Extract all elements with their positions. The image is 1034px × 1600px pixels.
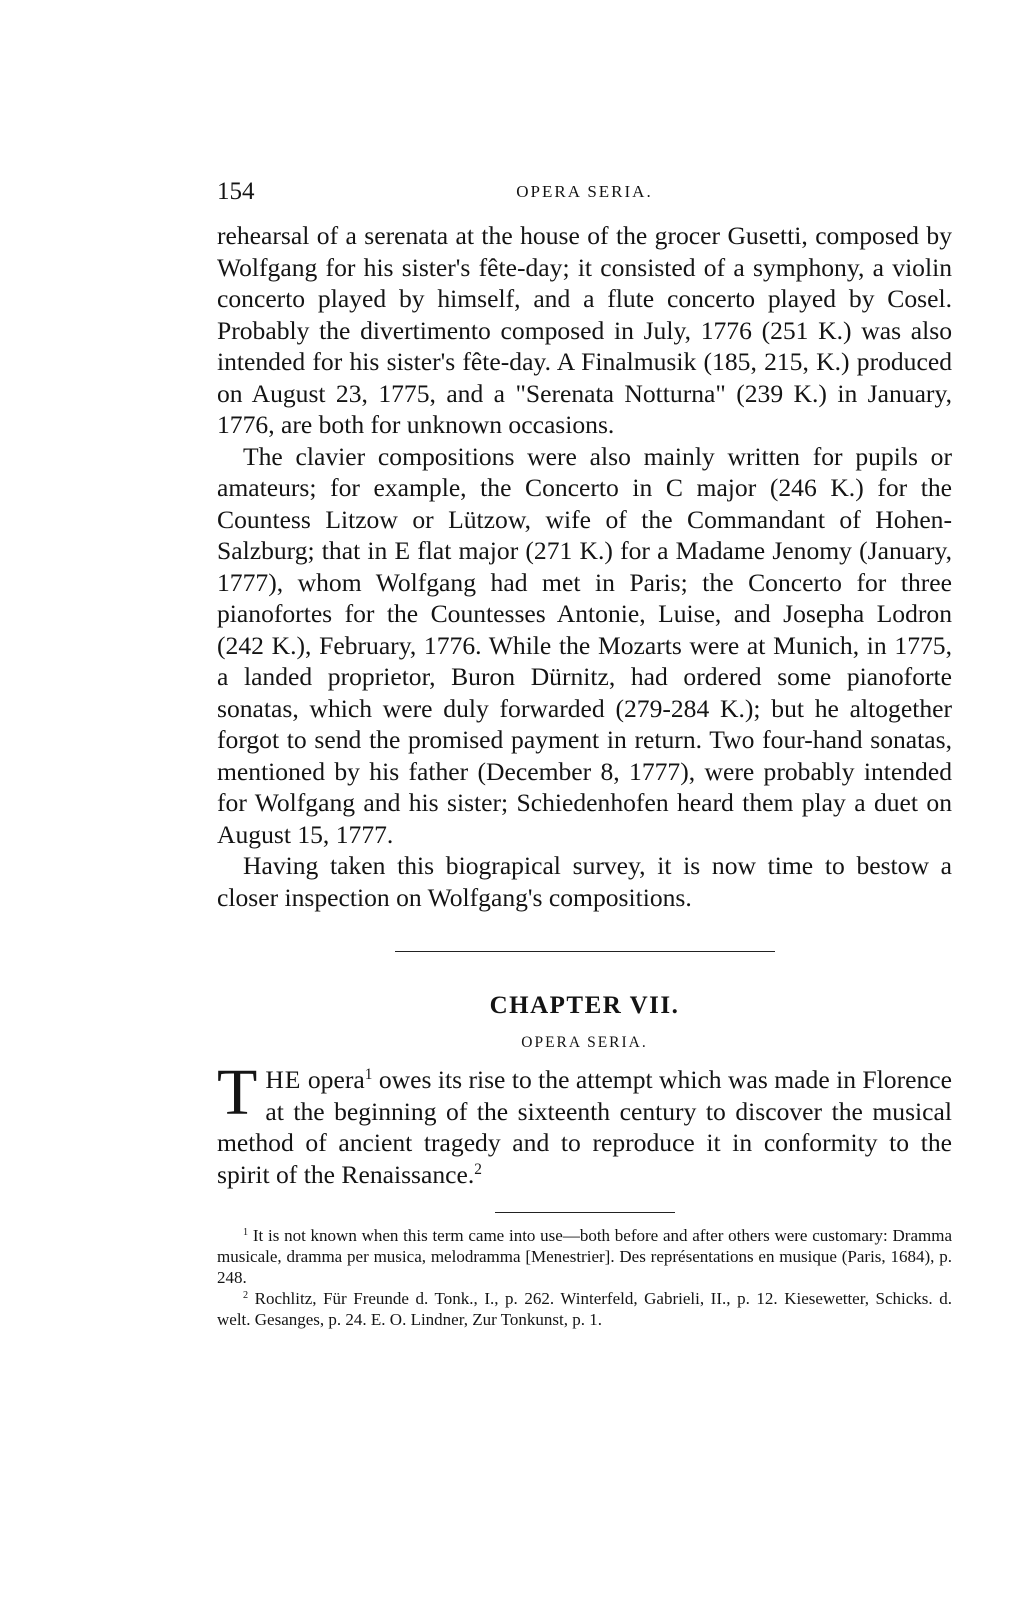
- running-head: [217, 178, 952, 212]
- footnote: [217, 1288, 952, 1330]
- chapter-subtitle: OPERA SERIA.: [521, 1034, 648, 1051]
- drop-cap: T: [217, 1056, 258, 1129]
- footnote-text: It is not known when this term came into use—both before and after others were customary: Dramma musicale, dramma per musica, melodramma [Menestrier]. Des représentations en musique (Paris, 1684), p. 248.: [217, 1226, 952, 1287]
- footnote: [217, 1225, 952, 1288]
- footnote-marker: 2: [243, 1289, 249, 1301]
- page-number: 154: [217, 178, 255, 205]
- opening-text-part: owes its rise to the attempt which was made in Florence at the beginning of the sixteenth century to discover the musical method of ancient tragedy and to reproduce it in conformity to the spirit of the Renaissance.: [217, 1065, 952, 1189]
- opening-small-caps: HE: [265, 1065, 302, 1094]
- running-title: OPERA SERIA.: [516, 182, 653, 201]
- footnote-marker: 1: [243, 1226, 249, 1238]
- footnote-reference: 2: [474, 1160, 482, 1178]
- body-paragraph: The clavier compositions were also mainly written for pupils or amateurs; for example, the Concerto in C major (246 K.) for the Countess Litzow or Lützow, wife of the Commandant of Hohen-Salzburg; that in E flat major (271 K.) for a Madame Jenomy (January, 1777), whom Wolfgang had met in Paris; the Concerto for three pianofortes for the Countesses Antonie, Luise, and Josepha Lodron (242 K.), February, 1776. While the Mozarts were at Munich, in 1775, a landed proprietor, Buron Dürnitz, had ordered some pianoforte sonatas, which were duly forwarded (279-284 K.); but he altogether forgot to send the promised payment in return. Two four-hand sonatas, mentioned by his father (December 8, 1777), were probably intended for Wolfgang and his sister; Schiedenhofen heard them play a duet on August 15, 1777.: [217, 441, 952, 849]
- opening-text-part: opera: [301, 1065, 365, 1094]
- book-page: [217, 178, 952, 1330]
- footnote-divider: [495, 1212, 675, 1213]
- body-paragraph: Having taken this biograpical survey, it is now time to bestow a closer inspection on Wolfgang's compositions.: [217, 851, 952, 912]
- chapter-heading: CHAPTER VII.: [489, 992, 680, 1019]
- chapter-divider: [395, 951, 775, 952]
- footnote-text: Rochlitz, Für Freunde d. Tonk., I., p. 262. Winterfeld, Gabrieli, II., p. 12. Kiesewetter, Schicks. d. welt. Gesanges, p. 24. E. O. Lindner, Zur Tonkunst, p. 1.: [217, 1289, 952, 1329]
- chapter-opening-paragraph: [217, 1056, 952, 1190]
- body-paragraph: rehearsal of a serenata at the house of the grocer Gusetti, composed by Wolfgang for his sister's fête-day; it consisted of a symphony, a violin concerto played by himself, and a flute concerto played by Cosel. Probably the divertimento composed in July, 1776 (251 K.) was also intended for his sister's fête-day. A Finalmusik (185, 215, K.) produced on August 23, 1775, and a "Serenata Notturna" (239 K.) in January, 1776, are both for unknown occasions.: [217, 221, 952, 439]
- footnote-reference: 1: [364, 1065, 373, 1083]
